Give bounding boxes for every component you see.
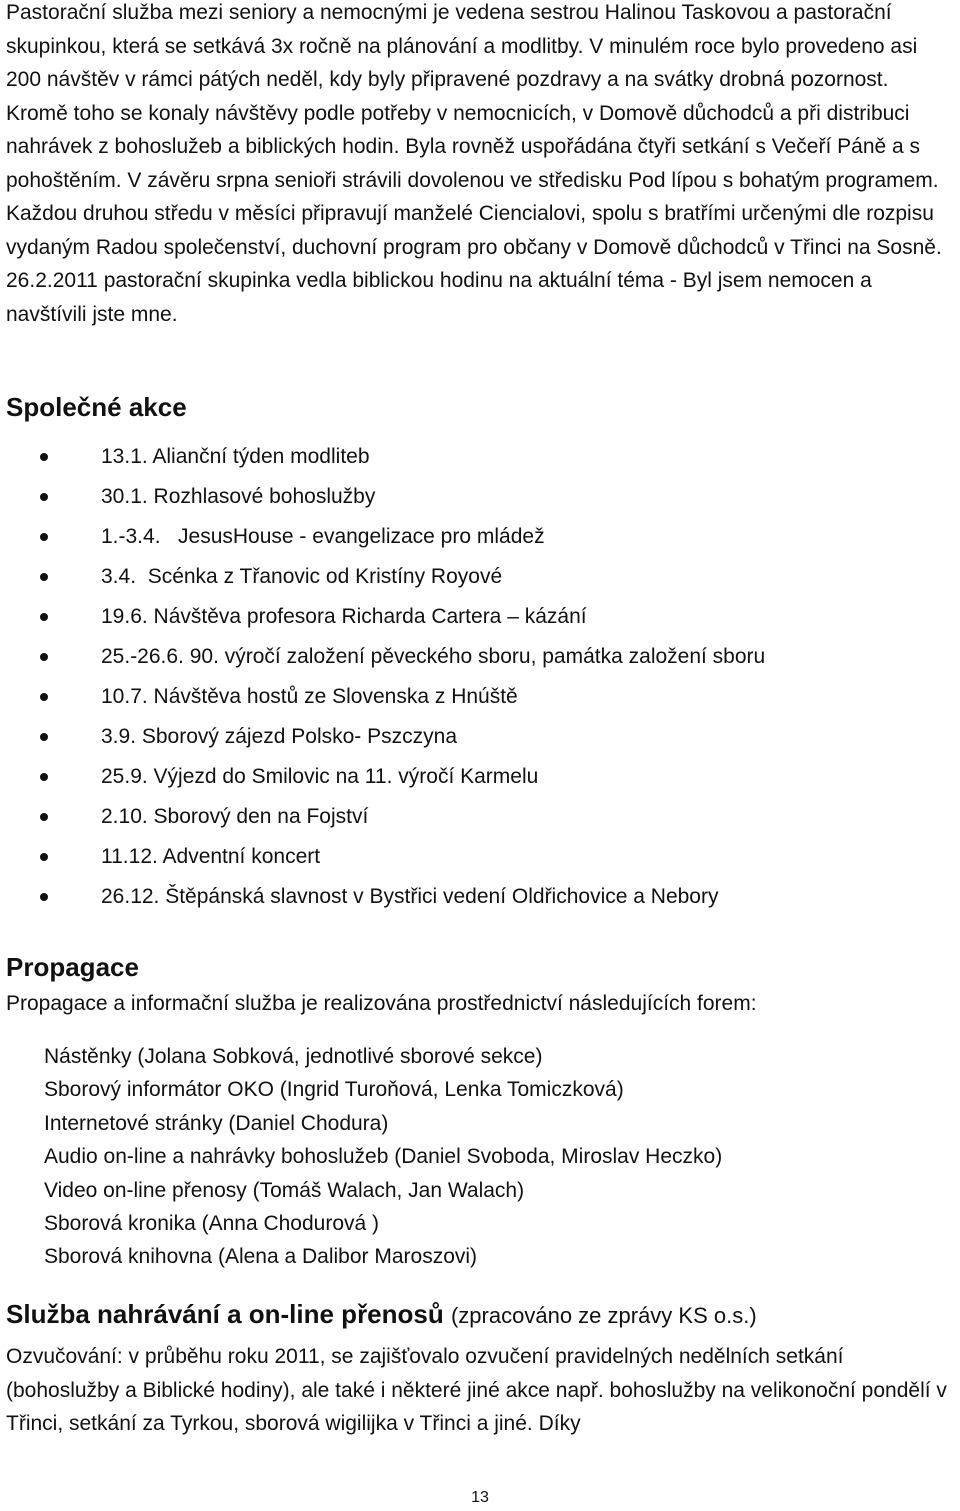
propagation-forms-list <box>44 1040 722 1274</box>
recording-paragraph: Ozvučování: v průběhu roku 2011, se zajišťovalo ozvučení pravidelných nedělních setkání (bohoslužby a Biblické hodiny), ale také i některé jiné akce např. bohoslužby na velikonoční pondělí v Třinci, setkání za Tyrkou, sborová wigilijka v Třinci a jiné. Díky <box>6 1345 947 1435</box>
bullet-icon <box>40 813 48 821</box>
list-item: 13.1. Alianční týden modliteb <box>40 442 940 472</box>
list-item: 25.9. Výjezd do Smilovic na 11. výročí Karmelu <box>40 762 940 792</box>
list-item: 25.-26.6. 90. výročí založení pěveckého sboru, památka založení sboru <box>40 642 940 672</box>
bullet-icon <box>40 653 48 661</box>
bullet-icon <box>40 693 48 701</box>
pastoral-service-paragraph: Pastorační služba mezi seniory a nemocnými je vedena sestrou Halinou Taskovou a pastorační skupinkou, která se setkává 3x ročně na plánování a modlitby. V minulém roce bylo provedeno asi 200 návštěv v rámci pátých neděl, kdy byly připravené pozdravy a na svátky drobná pozornost. Kromě toho se konaly návštěvy podle potřeby v nemocnicích, v Domově důchodců a při distribuci nahrávek z bohoslužeb a biblických hodin. Byla rovněž uspořádána čtyři setkání s Večeří Páně a s pohoštěním. V závěru srpna senioři strávili dovolenou ve středisku Pod lípou s bohatým programem. Každou druhou středu v měsíci připravují manželé Ciencialovi, spolu s bratřími určenými dle rozpisu vydaným Radou společenství, duchovní program pro občany v Domově důchodců v Třinci na Sosně. 26.2.2011 pastorační skupinka vedla biblickou hodinu na aktuální téma - Byl jsem nemocen a navštívili jste mne. <box>6 1 942 326</box>
bullet-icon <box>40 893 48 901</box>
bullet-icon <box>40 773 48 781</box>
bullet-icon <box>40 533 48 541</box>
list-item: 2.10. Sborový den na Fojství <box>40 802 940 832</box>
list-item: 11.12. Adventní koncert <box>40 842 940 872</box>
list-item: 3.9. Sborový zájezd Polsko- Pszczyna <box>40 722 940 752</box>
list-item: Sborový informátor OKO (Ingrid Turoňová, Lenka Tomiczková) <box>44 1078 624 1102</box>
bullet-icon <box>40 613 48 621</box>
bullet-icon <box>40 493 48 501</box>
recording-heading <box>6 1297 757 1333</box>
bullet-icon <box>40 853 48 861</box>
list-item: Sborová kronika (Anna Chodurová ) <box>44 1212 380 1236</box>
list-item: Audio on-line a nahrávky bohoslužeb (Daniel Svoboda, Miroslav Heczko) <box>44 1145 723 1169</box>
list-item: Sborová knihovna (Alena a Dalibor Maroszovi) <box>44 1245 478 1269</box>
list-item: 10.7. Návštěva hostů ze Slovenska z Hnúště <box>40 682 940 712</box>
list-item: 26.12. Štěpánská slavnost v Bystřici vedení Oldřichovice a Nebory <box>40 882 940 912</box>
list-item: Internetové stránky (Daniel Chodura) <box>44 1111 389 1135</box>
propagation-heading: Propagace <box>6 952 139 982</box>
bullet-icon <box>40 453 48 461</box>
bullet-icon <box>40 573 48 581</box>
page-number: 13 <box>471 1489 489 1506</box>
list-item: Video on-line přenosy (Tomáš Walach, Jan Walach) <box>44 1178 525 1202</box>
list-item: 30.1. Rozhlasové bohoslužby <box>40 482 940 512</box>
propagation-intro: Propagace a informační služba je realizována prostřednictví následujících forem: <box>6 992 757 1015</box>
list-item: 1.-3.4. JesusHouse - evangelizace pro mládež <box>40 522 940 552</box>
list-item: 3.4. Scénka z Třanovic od Kristíny Royové <box>40 562 940 592</box>
bullet-icon <box>40 733 48 741</box>
events-heading: Společné akce <box>6 392 187 422</box>
list-item: Nástěnky (Jolana Sobková, jednotlivé sborové sekce) <box>44 1045 543 1068</box>
recording-heading-note: (zpracováno ze zprávy KS o.s.) <box>450 1303 757 1328</box>
list-item: 19.6. Návštěva profesora Richarda Cartera – kázání <box>40 602 940 632</box>
recording-heading-title: Služba nahrávání a on-line přenosů <box>6 1299 444 1329</box>
